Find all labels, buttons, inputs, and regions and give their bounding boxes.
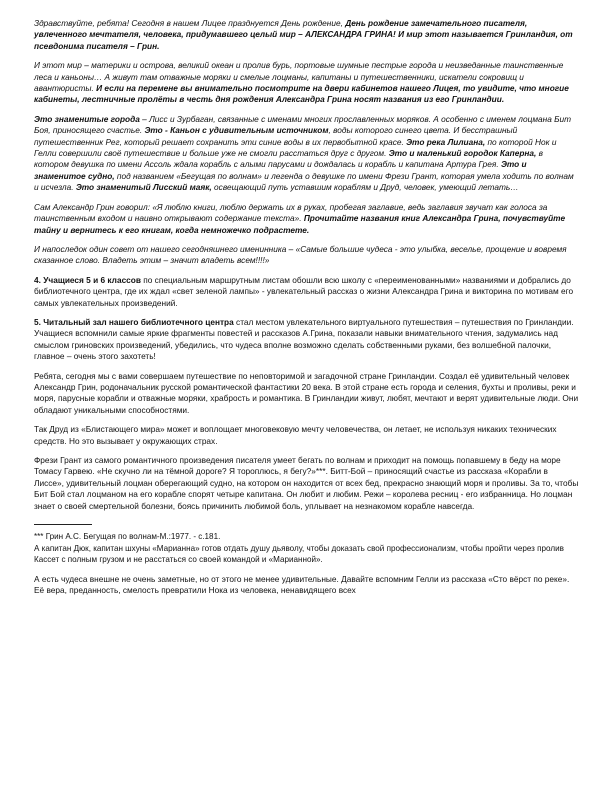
greeting-paragraph: Здравствуйте, ребята! Сегодня в нашем Лицее празднуется День рождение, День рождение замечательного писателя, увлеченного мечтателя, человека, придумавшего целый мир – АЛЕКСАНДРА ГРИНА! И мир этот называется Гринландия, от псевдонима писателя – Грин.: [34, 18, 573, 51]
footnote-reference: *** Грин А.С. Бегущая по волнам-М.:1977. - с.181.: [34, 532, 221, 542]
document-page: [34, 18, 580, 604]
frezi-paragraph: Фрези Грант из самого романтичного произведения писателя умеет бегать по волнам и приходит на помощь попавшему в беду на море Томасу Гарвею. «Не скучно ли на тёмной дороге? Я тороплюсь, я бегу?»***. Битт-Бой – приносящий счастье из рассказа «Корабли в Лиссе», удивительный лоцман оберегающий судно, на котором он находится от всех бед, прекрасно знающий моря и проливы. За то, чтобы Бит Бой стал лоцманом на его корабле спорят четыре капитана. Он любит и любим. Режи – королева ресниц - его избранница. Но лоцман знает о своей смертельной болезни, боясь причинить любимой боль, уплывает на незнакомом корабле навсегда.: [34, 455, 579, 511]
footnote-continuation: А капитан Дюк, капитан шхуны «Марианна» готов отдать душу дьяволу, чтобы доказать свой профессионализм, чтобы пройти через пролив Кассет с полным грузом и не расстаться со своей командой и «Марианной».: [34, 544, 564, 565]
places-paragraph: Это знаменитые города – Лисс и Зурбаган, связанные с именами многих прославленных моряков. А особенно с именем лоцмана Бит Боя, приносящего счастье. Это - Каньон с удивительным источником, воды которого синего цвета. И бесстрашный путешественник Рег, который решает сохранить эти синие воды в их первобытной красе. Это река Лилиана, по которой Нок и Гелли совершили своё путешествие и больше уже не смогли расстаться друг с другом. Это и маленький городок Каперна, в котором девушка по имени Ассоль ждала корабль с алыми парусами и дождалась и корабль и капитана Артура Грея. Это и знаменитое судно, под названием «Бегущая по волнам» и легенда о девушке по имени Фрези Грант, которая умела ходить по волнам и исчезла. Это знаменитый Лисский маяк, освещающий путь уставшим кораблям и Друд, человек, умеющий летать…: [34, 113, 574, 193]
drud-paragraph: Так Друд из «Блистающего мира» может и воплощает многовековую мечту человечества, он летает, не используя никаких технических средств. Но это вызывает у окружающих страх.: [34, 424, 557, 446]
grin-quote-paragraph: Сам Александр Грин говорил: «Я люблю книги, люблю держать их в руках, пробегая заглавие, ведь заглавия звучат как голоса за таинственным входом и наивно открывают содержание текста». Прочитайте названия книг Александра Грина, почувствуйте тайну и вернитесь к его книгам, когда немножечко подрастете.: [34, 201, 566, 235]
miracles-paragraph: А есть чудеса внешне не очень заметные, но от этого не менее удивительные. Давайте вспомним Гелли из рассказа «Сто вёрст по реке». Её вера, преданность, смелость превратили Нока из человека, ненавидящего всех: [34, 573, 570, 596]
footnote-separator: [34, 524, 92, 525]
world-paragraph: И этот мир – материки и острова, великий океан и пролив бурь, портовые шумные пестрые города и неизведанные таинственные леса и каньоны… А живут там отважные моряки и смелые лоцманы, капитаны и путешественники, искатели сокровищ и авантюристы. И если на перемене вы внимательно посмотрите на двери кабинетов нашего Лицея, то увидите, что многие кабинеты, лестничные пролёты в честь дня рождения Александра Грина носят названия из его Гринландии.: [34, 60, 569, 105]
item-4-paragraph: 4. Учащиеся 5 и 6 классов по специальным маршрутным листам обошли всю школу с «переименованными» названиями и добрались до библиотечного центра, где их ждал «свет зеленой лампы» - увлекательный рассказ о жизни Александра Грина и викторина по мотивам его самых увлекательных произведений.: [34, 274, 574, 308]
journey-paragraph: Ребята, сегодня мы с вами совершаем путешествие по неповторимой и загадочной стране Гринландии. Создал её удивительный человек Александр Грин, родоначальник русской романтической фантастики 20 века. В этой стране есть города и селения, бухты и проливы, реки и моря, парусные корабли и отважные моряки, храбрость и романтика. В Гринландии живут, любят, мечтают и верят удивительные люди. Они обладают уникальными способностями.: [34, 370, 579, 415]
footnote: [34, 531, 580, 566]
advice-paragraph: И напоследок один совет от нашего сегодняшнего именинника – «Самые большие чудеса - это улыбка, веселье, прощение и вовремя сказанное слово. Владеть этим – значит владеть всем!!!!»: [34, 243, 567, 266]
item-5-paragraph: 5. Читальный зал нашего библиотечного центра стал местом увлекательного виртуального путешествия – путешествия по Гринландии. Учащиеся вспомнили самые яркие фрагменты повестей и рассказов А.Грина, показали навыки внимательного чтения, задумались над смыслом гриновских произведений, убедились, что чудеса вполне возможно сделать собственными руками, без волшебной палочки, главное – очень этого захотеть!: [34, 316, 574, 362]
